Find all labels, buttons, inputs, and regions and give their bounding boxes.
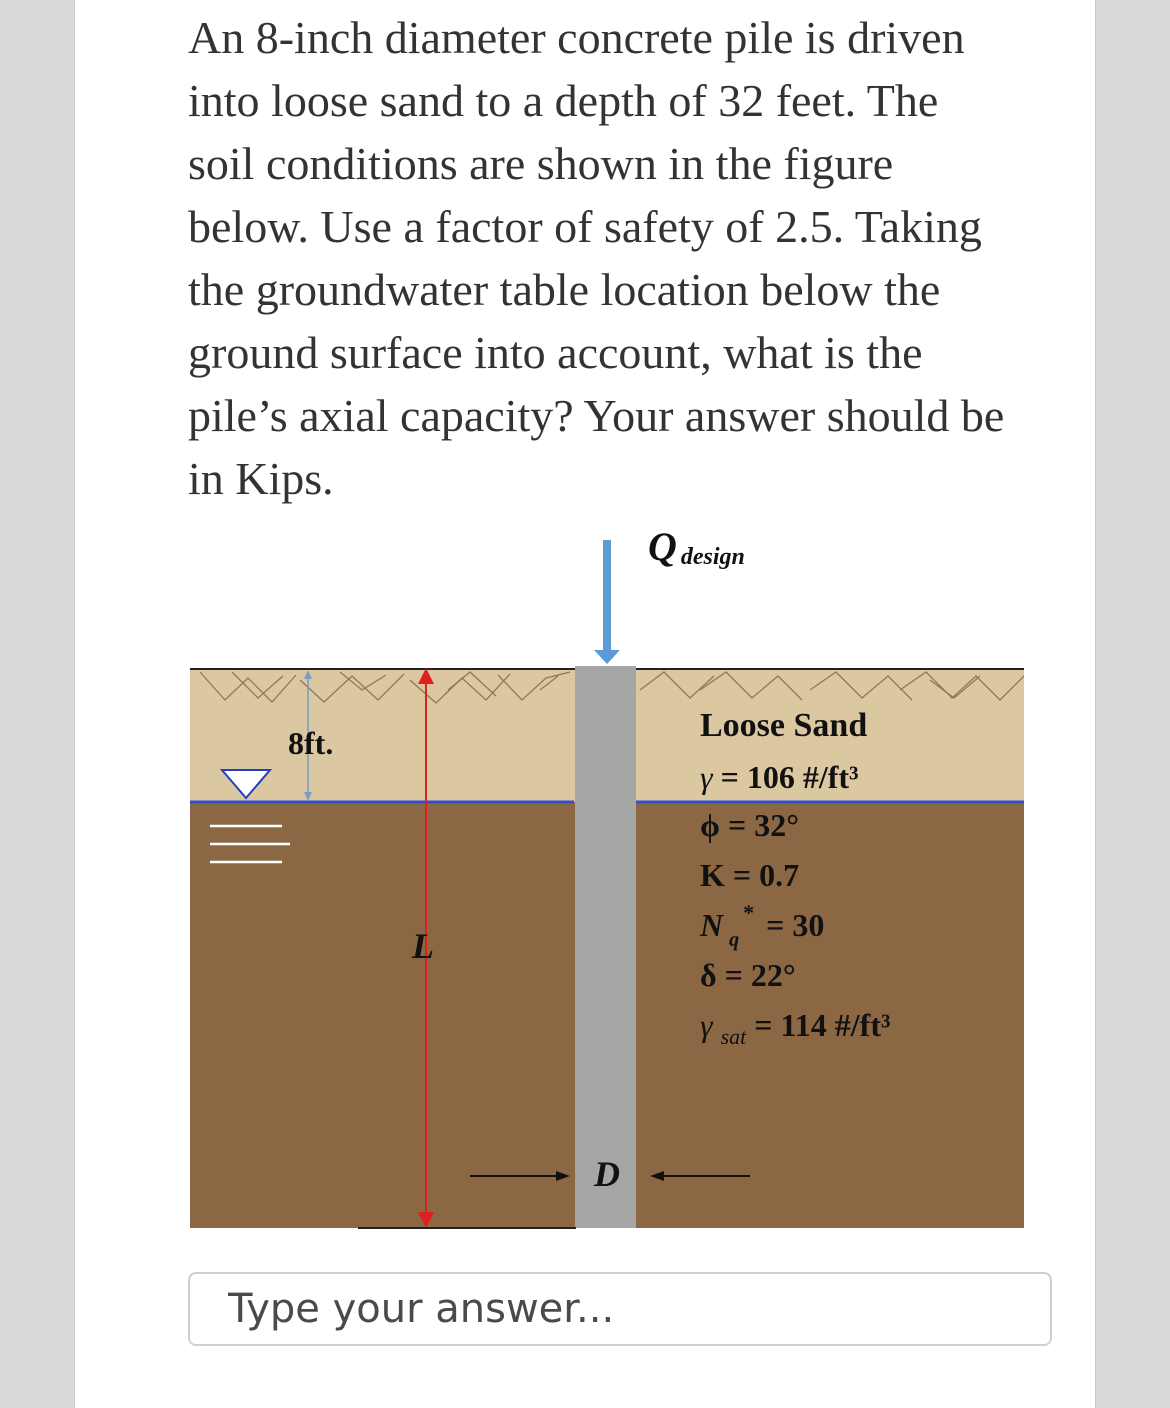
gamma-value: = 106 #/ft³: [720, 759, 859, 795]
load-subscript: design: [680, 544, 745, 570]
pile: [575, 666, 636, 1228]
nq-symbol: N: [700, 907, 724, 943]
question-line: soil conditions are shown in the figure: [188, 138, 894, 189]
question-line: below. Use a factor of safety of 2.5. Taking: [188, 201, 982, 252]
length-label: L: [412, 926, 434, 966]
unit-weight-label: [700, 759, 859, 795]
nq-value: = 30: [766, 907, 825, 943]
diameter-label: D: [594, 1154, 620, 1194]
answer-box: [188, 1272, 1052, 1346]
load-arrow-shaft: [603, 540, 611, 650]
depth-label: 8ft.: [288, 725, 334, 761]
question-line: An 8-inch diameter concrete pile is driven: [188, 12, 965, 63]
gamma-sat-subscript: sat: [720, 1024, 747, 1049]
question-line: in Kips.: [188, 453, 334, 504]
gamma-symbol: γ: [700, 759, 713, 795]
k-coefficient-label: K = 0.7: [700, 857, 800, 893]
interface-angle-label: δ = 22°: [700, 957, 796, 993]
gamma-sat-value: = 114 #/ft³: [754, 1007, 891, 1043]
soil-name-label: Loose Sand: [700, 707, 868, 744]
load-arrow-head: [594, 650, 620, 664]
friction-angle-label: ϕ = 32°: [700, 807, 799, 843]
question-line: the groundwater table location below the: [188, 264, 941, 315]
answer-input[interactable]: [190, 1274, 1050, 1344]
question-line: pile’s axial capacity? Your answer should be: [188, 390, 1005, 441]
load-label: [648, 524, 745, 570]
gamma-sat-symbol: γ: [700, 1007, 713, 1043]
nq-subscript: q: [729, 929, 740, 951]
nq-superscript: *: [743, 900, 755, 925]
question-line: ground surface into account, what is the: [188, 327, 923, 378]
load-symbol: Q: [648, 524, 677, 569]
question-line: into loose sand to a depth of 32 feet. The: [188, 75, 939, 126]
